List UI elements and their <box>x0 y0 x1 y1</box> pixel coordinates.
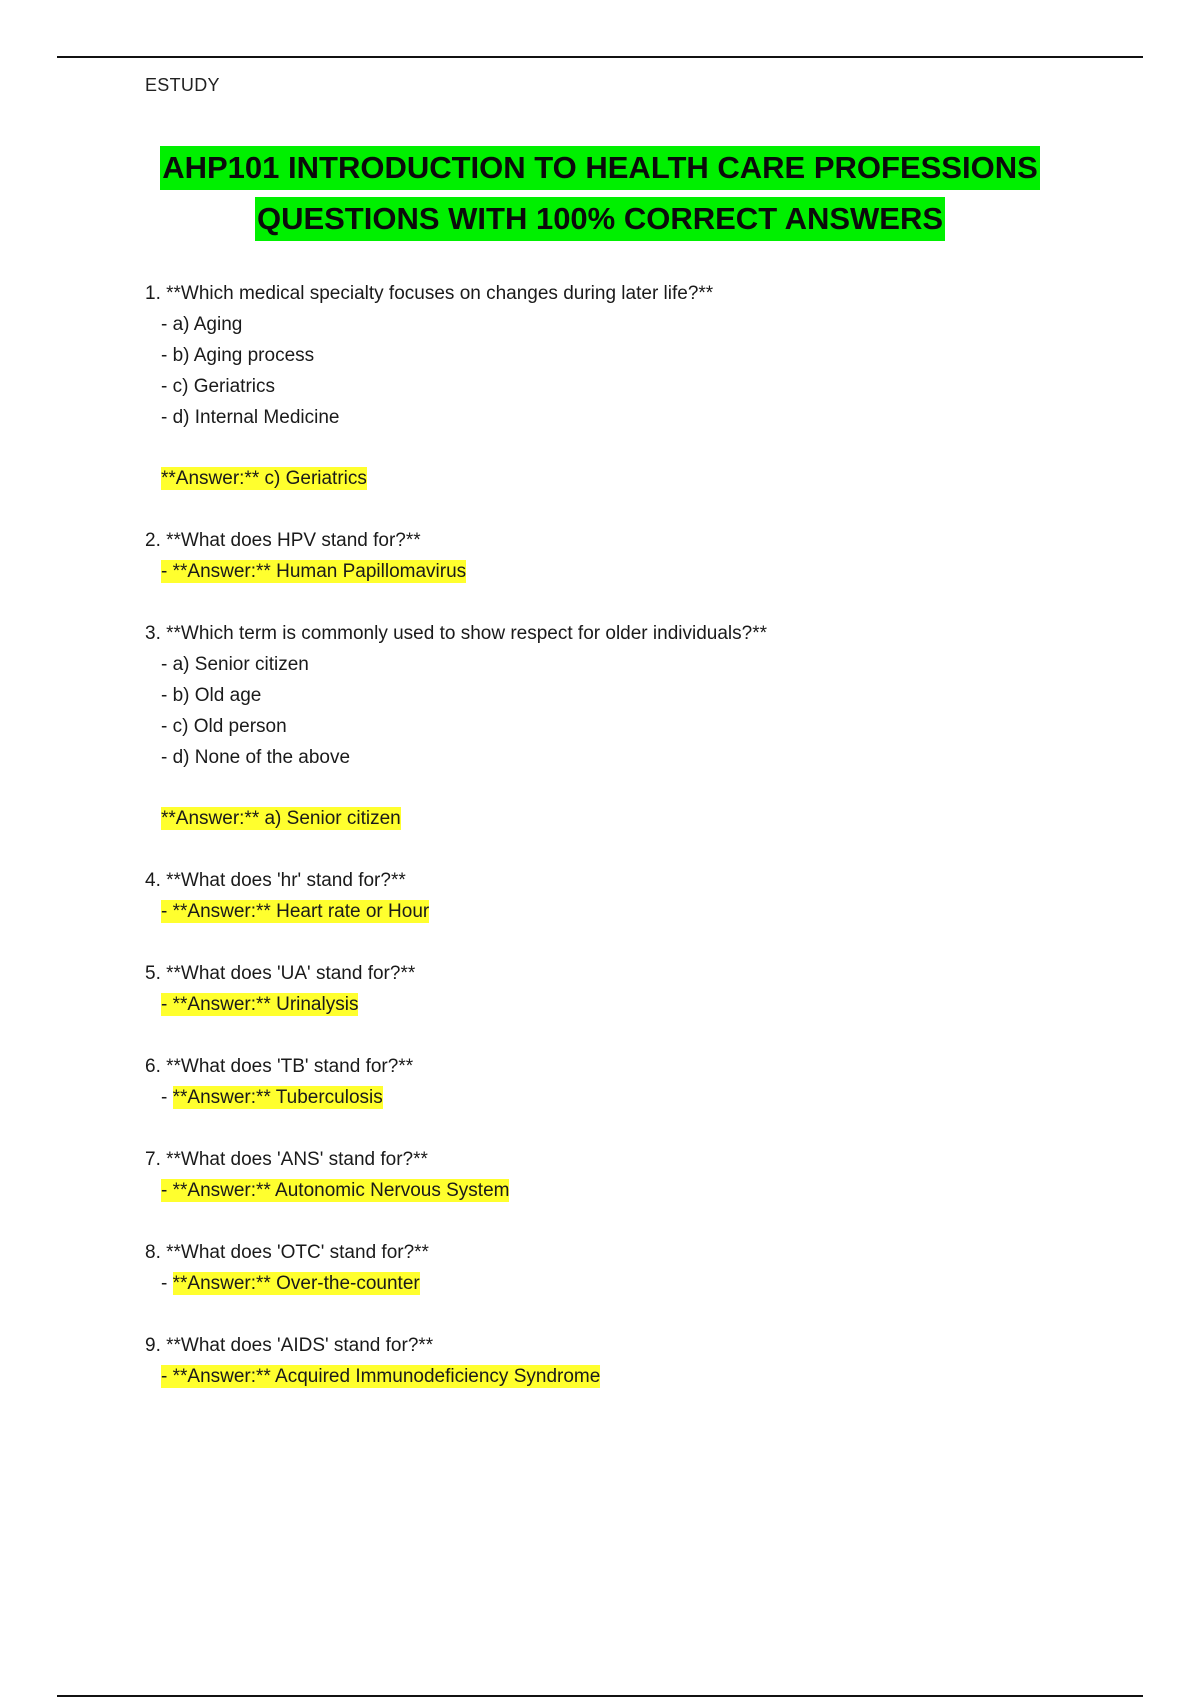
question-item <box>145 1237 1145 1300</box>
question-item <box>145 1330 1145 1393</box>
answer-option: - a) Aging <box>161 314 243 335</box>
answer-options <box>145 309 1145 433</box>
answer-option: - c) Old person <box>161 716 287 737</box>
answer-row <box>145 463 1145 495</box>
answer-option: - b) Old age <box>161 685 262 706</box>
answer-prefix: - <box>161 1273 173 1294</box>
question-text: 4. **What does 'hr' stand for?** <box>145 870 406 891</box>
question-text: 9. **What does 'AIDS' stand for?** <box>145 1335 434 1356</box>
answer-row <box>145 896 1145 928</box>
highlighted-answer: - **Answer:** Urinalysis <box>161 994 359 1015</box>
highlighted-answer: **Answer:** a) Senior citizen <box>161 808 401 829</box>
question-item <box>145 278 1145 495</box>
answer-option: - a) Senior citizen <box>161 654 309 675</box>
title-line-1: AHP101 INTRODUCTION TO HEALTH CARE PROFESSIONS <box>160 146 1040 190</box>
question-item <box>145 865 1145 928</box>
highlighted-answer: **Answer:** Over-the-counter <box>172 1273 420 1294</box>
header-label: ESTUDY <box>145 75 220 95</box>
question-text: 8. **What does 'OTC' stand for?** <box>145 1242 429 1263</box>
question-text: 3. **Which term is commonly used to show respect for older individuals?** <box>145 623 767 644</box>
answer-option: - d) None of the above <box>161 747 351 768</box>
question-item <box>145 1051 1145 1114</box>
highlighted-answer: **Answer:** c) Geriatrics <box>161 468 367 489</box>
title-line-2: QUESTIONS WITH 100% CORRECT ANSWERS <box>255 197 945 241</box>
highlighted-answer: - **Answer:** Acquired Immunodeficiency Syndrome <box>161 1366 601 1387</box>
answer-row <box>145 1361 1145 1393</box>
document-title <box>0 146 1200 248</box>
answer-row <box>145 556 1145 588</box>
question-item <box>145 525 1145 588</box>
answer-row <box>145 989 1145 1021</box>
highlighted-answer: - **Answer:** Heart rate or Hour <box>161 901 430 922</box>
highlighted-answer: - **Answer:** Human Papillomavirus <box>161 561 467 582</box>
question-item <box>145 1144 1145 1207</box>
question-text: 7. **What does 'ANS' stand for?** <box>145 1149 428 1170</box>
question-text: 1. **Which medical specialty focuses on changes during later life?** <box>145 283 714 304</box>
answer-option: - b) Aging process <box>161 345 315 366</box>
answer-row <box>145 1268 1145 1300</box>
answer-prefix: - <box>161 1087 173 1108</box>
question-text: 5. **What does 'UA' stand for?** <box>145 963 416 984</box>
highlighted-answer: **Answer:** Tuberculosis <box>172 1087 383 1108</box>
highlighted-answer: - **Answer:** Autonomic Nervous System <box>161 1180 510 1201</box>
answer-option: - c) Geriatrics <box>161 376 275 397</box>
answer-option: - d) Internal Medicine <box>161 407 340 428</box>
answer-row <box>145 803 1145 835</box>
answer-row <box>145 1082 1145 1114</box>
bottom-rule <box>57 1695 1143 1697</box>
top-rule <box>57 56 1143 58</box>
question-text: 6. **What does 'TB' stand for?** <box>145 1056 414 1077</box>
question-item <box>145 958 1145 1021</box>
question-list <box>145 278 1145 1423</box>
answer-row <box>145 1175 1145 1207</box>
question-text: 2. **What does HPV stand for?** <box>145 530 421 551</box>
question-item <box>145 618 1145 835</box>
answer-options <box>145 649 1145 773</box>
